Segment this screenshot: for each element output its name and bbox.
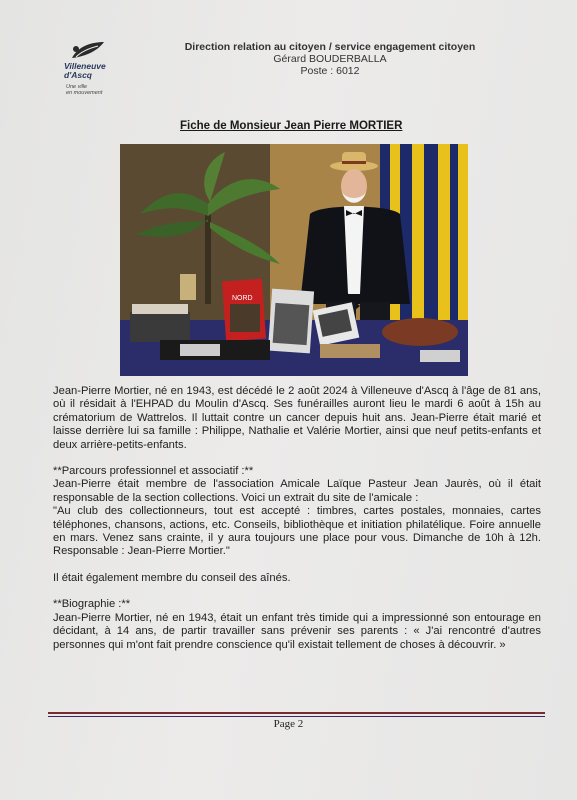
book-cover-label: NORD xyxy=(232,295,253,302)
phone-post: Poste : 6012 xyxy=(300,65,360,77)
section-heading-career: **Parcours professionnel et associatif :** xyxy=(53,465,254,478)
club-quote: "Au club des collectionneurs, tout est accepté : timbres, cartes postales, monnaies, cartes téléphones, chansons, actions, etc. Conseils, bibliothèque et initiation philatélique. Foire annuelle en mars. Venez sans crainte, il y aura toujours une place pour vous. Dimanche de 10h à 12h. Responsable : Jean-Pierre Mortier." xyxy=(53,505,541,558)
intro-paragraph: Jean-Pierre Mortier, né en 1943, est décédé le 2 août 2024 à Villeneuve d'Ascq à l'âge de 81 ans, où il résidait à l'EHPAD du Moulin d'Ascq. Ses funérailles auront lieu le mardi 6 août à 15h au crématorium de Wattrelos. Il luttait contre un cancer depuis huit ans. Jean-Pierre était marié et laisse derrière lui sa famille : Philippe, Nathalie et Valérie Mortier, ainsi que neuf petits-enfants et deux arrière-petits-enfants. xyxy=(53,385,541,451)
biography-paragraph: Jean-Pierre Mortier, né en 1943, était un enfant très timide qui a impressionné son entourage en décidant, à 14 ans, de partir travailler sans prévenir ses parents : « J'ai rencontré d'autres personnes qui m'ont fait prendre conscience qu'il existait tellement de choses à découvrir. » xyxy=(53,611,541,651)
department-name: Direction relation au citoyen / service engagement citoyen xyxy=(184,41,476,53)
contact-person: Gérard BOUDERBALLA xyxy=(273,53,387,65)
page-title: Fiche de Monsieur Jean Pierre MORTIER xyxy=(180,120,403,132)
leaf-logo-icon xyxy=(68,40,108,60)
portrait-photo xyxy=(120,144,468,376)
biography-body xyxy=(53,385,541,652)
logo-tagline: Une ville en mouvement xyxy=(66,84,103,96)
photo-illustration xyxy=(120,144,468,376)
footer-rule-thin xyxy=(48,716,545,717)
footer-rule xyxy=(48,712,545,714)
elders-council-note: Il était également membre du conseil des aînés. xyxy=(53,571,291,584)
logo-name: Villeneuve d'Ascq xyxy=(64,61,106,80)
letterhead xyxy=(130,41,530,77)
page-number: Page 2 xyxy=(273,718,304,730)
section-heading-biography: **Biographie :** xyxy=(53,598,131,611)
career-paragraph: Jean-Pierre était membre de l'association Amicale Laïque Pasteur Jean Jaurès, où il était responsable de la section collections. Voici un extrait du site de l'amicale : xyxy=(53,478,541,504)
city-logo xyxy=(62,40,122,100)
